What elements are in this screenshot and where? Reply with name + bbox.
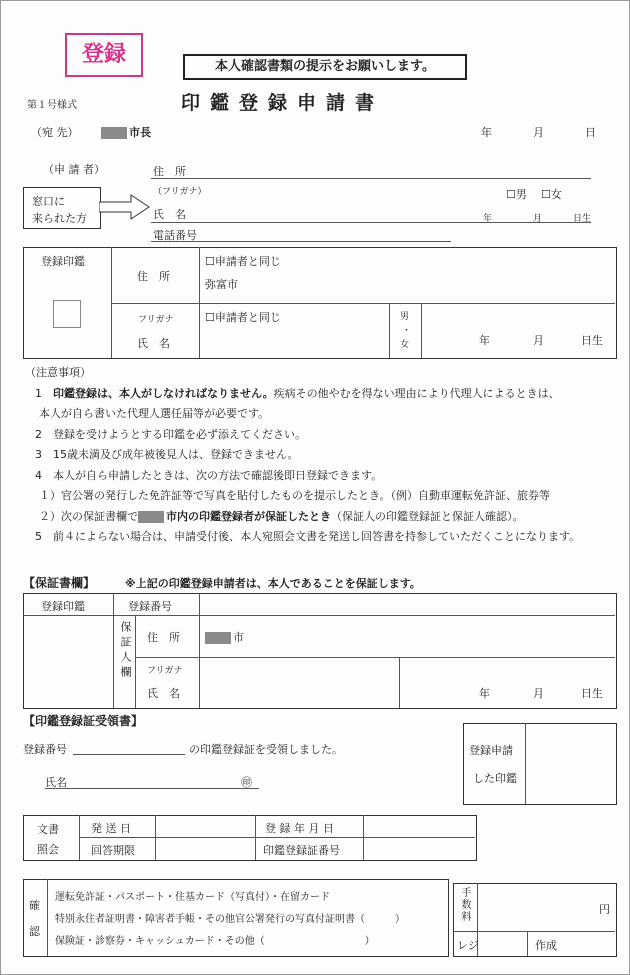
receipt-name-field[interactable] xyxy=(45,788,259,789)
reg-name-label: 氏 名 xyxy=(137,337,170,350)
note-5: 5 前４によらない場合は、申請受付後、本人宛照会文書を発送し回答書を持参していただくことになります。 xyxy=(35,530,581,543)
guarantor-birth-month: 月 xyxy=(533,687,544,700)
redacted-city xyxy=(205,632,231,644)
reg-birth-month: 月 xyxy=(533,334,544,347)
inquiry-label-1: 文書 xyxy=(37,823,59,836)
notes-heading: （注意事項） xyxy=(25,366,91,379)
date-month: 月 xyxy=(533,126,544,139)
applicant-address-label: 住 所 xyxy=(153,165,186,178)
guarantor-birth-day: 日生 xyxy=(581,687,603,700)
callout-arrow-icon xyxy=(99,193,151,221)
reg-birth-year: 年 xyxy=(479,334,490,347)
reg-name-same-checkbox[interactable]: ☐申請者と同じ xyxy=(205,311,281,324)
guarantee-note: ※上記の印鑑登録申請者は、本人であることを保証します。 xyxy=(125,577,421,590)
applicant-address-field[interactable] xyxy=(151,178,591,179)
counter-callout: 窓口に 来られた方 xyxy=(23,187,101,229)
fee-label: 手数料 xyxy=(459,887,470,923)
guarantor-seal-label: 登録印鑑 xyxy=(41,600,85,613)
applicant-birth-month: 月 xyxy=(533,214,543,224)
created-label: 作成 xyxy=(535,939,557,952)
reg-sex-male[interactable]: 男 xyxy=(400,312,410,322)
receipt-heading: 【印鑑登録証受領書】 xyxy=(23,714,144,728)
guarantor-label: 保証人欄 xyxy=(119,621,132,681)
reg-birth-day: 日生 xyxy=(581,334,603,347)
note-1: 1 印鑑登録は、本人がしなければなりません。疾病その他やむを得ない理由により代理人によるときは、 xyxy=(35,386,560,400)
applicant-birth-day: 日生 xyxy=(573,214,592,224)
registration-stamp: 登録 xyxy=(65,33,143,77)
note-4: 4 本人が自ら申請したときは、次の方法で確認後即日登録できます。 xyxy=(35,468,383,482)
guarantor-name-label: 氏 名 xyxy=(147,687,180,700)
reg-furigana-label: フリガナ xyxy=(138,315,174,325)
note-1-cont: 本人が自ら書いた代理人選任届等が必要です。 xyxy=(39,407,270,420)
form-number: 第１号様式 xyxy=(27,100,77,111)
applicant-birth-year: 年 xyxy=(483,214,493,224)
guarantor-reg-number-label: 登録番号 xyxy=(128,600,172,613)
applicant-name-field[interactable] xyxy=(151,222,591,223)
cert-number-label: 印鑑登録証番号 xyxy=(263,844,340,857)
redacted-city xyxy=(101,127,127,139)
note-4-2: ２）次の保証書欄で 市内の印鑑登録者が保証したとき（保証人の印鑑登録証と保証人確認）。 xyxy=(39,509,524,523)
addressee: 市長 xyxy=(101,124,151,140)
applicant-label: （申 請 者） xyxy=(43,163,105,176)
applicant-furigana-label: （フリガナ） xyxy=(153,187,207,197)
fee-yen: 円 xyxy=(599,903,610,916)
applied-seal-label-1: 登録申請 xyxy=(469,744,513,757)
receipt-reg-number-field[interactable] xyxy=(73,754,185,755)
note-2: 2 登録を受けようとする印鑑を必ず添えてください。 xyxy=(35,427,306,441)
sent-date-label: 発 送 日 xyxy=(91,822,131,835)
addressee-prefix: （宛 先） xyxy=(31,126,79,139)
applicant-female-checkbox[interactable]: ☐女 xyxy=(541,188,562,201)
receipt-reg-number-label: 登録番号 xyxy=(23,743,67,756)
id-request-banner: 本人確認書類の提示をお願いします。 xyxy=(183,54,467,80)
reply-deadline-label: 回答期限 xyxy=(91,844,135,857)
registered-seal-label: 登録印鑑 xyxy=(41,255,85,268)
applied-seal-box xyxy=(463,723,617,805)
confirm-doc-line-2: 特別永住者証明書・障害者手帳・その他官公署発行の写真付証明書（ ） xyxy=(55,914,405,925)
note-3: 3 15歳未満及び成年被後見人は、登録できません。 xyxy=(35,448,299,461)
applied-seal-label-2: した印鑑 xyxy=(473,772,517,785)
guarantor-address: 市 xyxy=(205,629,244,645)
inquiry-label-2: 照会 xyxy=(37,843,59,856)
guarantee-heading: 【保証書欄】 xyxy=(23,576,96,590)
date-day: 日 xyxy=(585,126,596,139)
reg-address-same-checkbox[interactable]: ☐申請者と同じ xyxy=(205,255,281,268)
note-4-1: １）官公署の発行した免許証等で写真を貼付したものを提示したとき。（例）自動車運転免許証、旅券等 xyxy=(39,489,551,502)
receipt-name-label: 氏名 xyxy=(45,776,67,789)
guarantor-address-label: 住 所 xyxy=(147,631,180,644)
reg-sex-separator: ・ xyxy=(402,326,412,336)
receipt-received-text: の印鑑登録証を受領しました。 xyxy=(189,743,343,756)
guarantor-birth-year: 年 xyxy=(479,687,490,700)
date-year: 年 xyxy=(481,126,492,139)
reg-sex-female[interactable]: 女 xyxy=(400,340,410,350)
applicant-name-label: 氏 名 xyxy=(153,208,186,221)
reg-address-city: 弥富市 xyxy=(205,278,238,291)
applicant-male-checkbox[interactable]: ☐男 xyxy=(506,188,527,201)
applicant-phone-label: 電話番号 xyxy=(153,229,197,242)
confirm-doc-line-3: 保険証・診察券・キャッシュカード・その他（ ） xyxy=(55,936,375,947)
confirm-doc-line-1: 運転免許証・パスポート・住基カード（写真付）・在留カード xyxy=(55,892,330,903)
page-title: 印鑑登録申請書 xyxy=(181,92,385,114)
reg-date-label: 登 録 年 月 日 xyxy=(265,822,334,835)
guarantor-furigana-label: フリガナ xyxy=(147,666,183,676)
register-label: レジ xyxy=(457,939,479,952)
confirm-label-2: 認 xyxy=(29,925,40,938)
redacted-city xyxy=(138,511,164,523)
applicant-phone-field[interactable] xyxy=(151,241,451,242)
receipt-seal-mark: ㊞ xyxy=(241,776,252,789)
seal-impression-box[interactable] xyxy=(53,300,81,328)
notes-section xyxy=(25,363,625,548)
confirm-label-1: 確 xyxy=(29,899,40,912)
reg-address-label: 住 所 xyxy=(137,270,170,283)
